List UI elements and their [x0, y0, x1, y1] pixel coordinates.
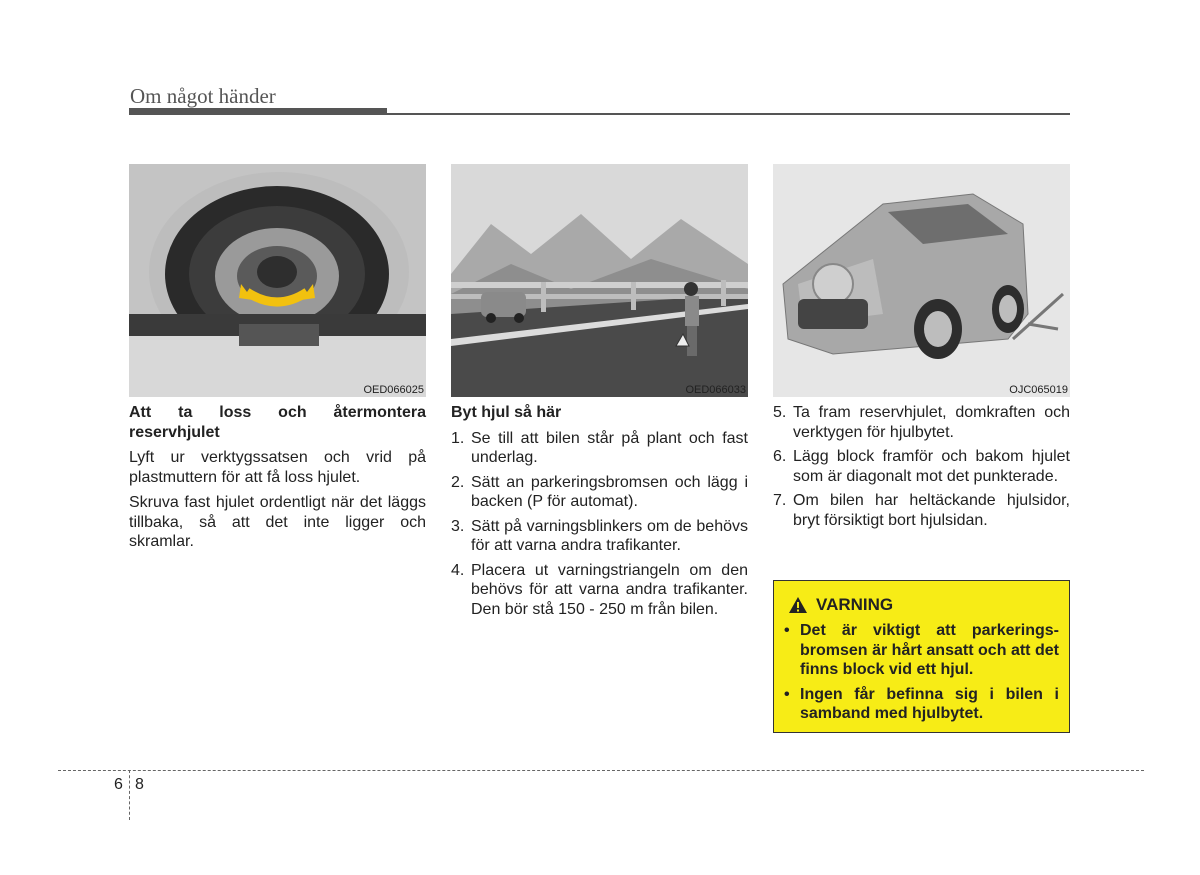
step-number: 3.	[451, 517, 465, 535]
figure-spare-wheel	[129, 164, 426, 397]
step-list	[451, 429, 748, 620]
page-header-title: Om något händer	[130, 84, 276, 108]
figure-code: OED066033	[685, 384, 746, 396]
step-text: Om bilen har heltäckande hjulsidor, bryt försiktigt bort hjulsidan.	[793, 492, 1070, 529]
warning-item-text: Det är viktigt att parkerings-bromsen är hårt ansatt och att det finns block vid ett hjul.	[800, 622, 1059, 678]
bullet-icon: •	[784, 622, 790, 639]
warning-title	[788, 595, 893, 615]
step-number: 1.	[451, 429, 465, 447]
header-rule-thick	[129, 108, 387, 115]
figure-road-scene	[451, 164, 748, 397]
list-item	[773, 403, 1070, 442]
spare-wheel-illustration	[129, 164, 426, 397]
warning-title-text: VARNING	[816, 595, 894, 614]
step-text: Sätt an parkeringsbromsen och lägg i backen (P för automat).	[471, 473, 748, 510]
list-item	[451, 517, 748, 556]
footer-vertical-divider	[129, 770, 130, 820]
step-list	[773, 403, 1070, 530]
car-jack-illustration	[773, 164, 1070, 397]
section-heading: Att ta loss och återmontera reservhjulet	[129, 404, 426, 441]
section-heading: Byt hjul så här	[451, 404, 562, 421]
figure-car-jack	[773, 164, 1070, 397]
step-number: 7.	[773, 492, 787, 509]
list-item	[451, 429, 748, 468]
list-item	[451, 561, 748, 620]
figure-code: OED066025	[363, 384, 424, 396]
column-3	[773, 403, 1070, 535]
step-text: Ta fram reservhjulet, domkraften och verktygen för hjulbytet.	[793, 404, 1070, 441]
paragraph: Lyft ur verktygssatsen och vrid på plastmuttern för att få loss hjulet.	[129, 449, 426, 486]
figure-code: OJC065019	[1009, 384, 1068, 396]
step-number: 6.	[773, 448, 787, 465]
section-number: 6	[114, 776, 123, 793]
warning-list	[784, 621, 1059, 729]
step-text: Se till att bilen står på plant och fast underlag.	[471, 429, 748, 466]
warning-item	[784, 685, 1059, 724]
footer-divider	[58, 770, 1144, 771]
step-text: Placera ut varningstriangeln om den behövs för att varna andra trafikanter. Den bör stå 150 - 250 m från bilen.	[471, 561, 748, 618]
header-rule-thin	[387, 113, 1070, 115]
column-2	[451, 403, 748, 624]
bullet-icon: •	[784, 685, 790, 703]
step-number: 2.	[451, 473, 465, 491]
warning-item	[784, 621, 1059, 680]
paragraph: Skruva fast hjulet ordentligt när det läggs tillbaka, så att det inte ligger och skramlar.	[129, 494, 426, 550]
step-number: 4.	[451, 561, 465, 579]
page-number: 8	[135, 776, 144, 793]
warning-triangle-icon	[788, 596, 808, 614]
step-text: Lägg block framför och bakom hjulet som är diagonalt mot det punkterade.	[793, 448, 1070, 485]
step-text: Sätt på varningsblinkers om de behövs för att varna andra trafikanter.	[471, 517, 748, 554]
warning-box	[773, 580, 1070, 733]
warning-item-text: Ingen får befinna sig i bilen i samband med hjulbytet.	[800, 685, 1059, 722]
list-item	[451, 473, 748, 512]
step-number: 5.	[773, 404, 787, 421]
road-scene-illustration	[451, 164, 748, 397]
list-item	[773, 491, 1070, 530]
list-item	[773, 447, 1070, 486]
column-1	[129, 403, 426, 558]
